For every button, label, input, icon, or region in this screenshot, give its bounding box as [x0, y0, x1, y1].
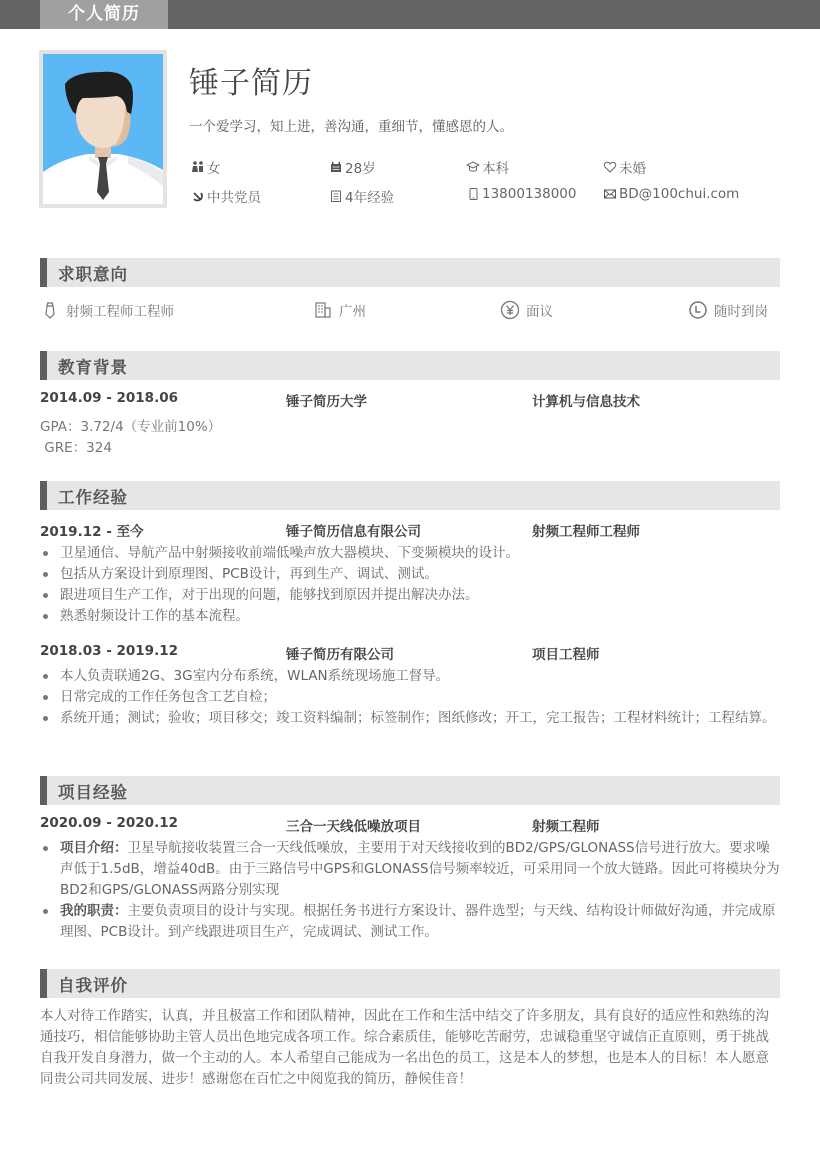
mail-icon	[603, 187, 617, 201]
party-icon	[191, 189, 205, 203]
clipboard-icon	[329, 189, 343, 203]
intent-salary: 面议	[500, 300, 553, 320]
education-gpa: GPA：3.72/4（专业前10%）	[40, 419, 222, 435]
bullet-label: 项目介绍：	[60, 840, 128, 856]
gender-icon	[191, 160, 205, 174]
work-1-bullets	[40, 543, 780, 627]
education-major: 计算机与信息技术	[532, 394, 640, 410]
section-header-work: 工作经验	[40, 481, 780, 510]
clock-icon	[688, 300, 708, 320]
motto: 一个爱学习，知上进，善沟通，重细节，懂感恩的人。	[189, 119, 513, 135]
list-item: 项目介绍：卫星导航接收装置三合一天线低噪放，主要用于对天线接收到的BD2/GPS/GLONASS信号进行放大。要求噪声低于1.5dB，增益40dB。由于三路信号中GPS和GLONASS信号频率较近，可采用同一个放大链路。因此可将模块分为BD2和GPS/GLONASS两路分别实现	[40, 838, 780, 901]
work-2-bullets	[40, 666, 780, 729]
tie-icon	[40, 300, 60, 320]
heart-icon	[603, 160, 617, 174]
project-name: 三合一天线低噪放项目	[286, 819, 421, 835]
info-age: 28岁	[329, 157, 376, 177]
project-role: 射频工程师	[532, 819, 600, 835]
intent-location: 广州	[313, 300, 366, 320]
work-1-company: 锤子简历信息有限公司	[286, 524, 421, 540]
info-gender: 女	[191, 157, 221, 177]
intent-position: 射频工程师工程师	[40, 300, 174, 320]
bullet-label: 我的职责：	[60, 903, 128, 919]
info-education: 本科	[466, 157, 509, 177]
list-item: 日常完成的工作任务包含工艺自检；	[40, 687, 780, 708]
section-header-project: 项目经验	[40, 776, 780, 805]
education-gre: GRE：324	[40, 440, 112, 456]
work-2-role: 项目工程师	[532, 647, 600, 663]
section-header-intent: 求职意向	[40, 258, 780, 287]
intent-availability: 随时到岗	[688, 300, 768, 320]
work-1-role: 射频工程师工程师	[532, 524, 640, 540]
self-evaluation-text: 本人对待工作踏实，认真，并且极富工作和团队精神，因此在工作和生活中结交了许多朋友，具有良好的适应性和熟练的沟通技巧，相信能够协助主管人员出色地完成各项工作。综合素质佳，能够吃苦耐劳，忠诚稳重坚守诚信正直原则，勇于挑战自我开发自身潜力，做一个主动的人。本人希望自己能成为一名出色的员工，这是本人的梦想，也是本人的目标！本人愿意同贵公司共同发展、进步！感谢您在百忙之中阅览我的简历，静候佳音！	[40, 1008, 769, 1087]
info-experience: 4年经验	[329, 186, 394, 206]
building-icon	[313, 300, 333, 320]
section-header-education: 教育背景	[40, 351, 780, 380]
info-political: 中共党员	[191, 186, 261, 206]
info-email: BD@100chui.com	[603, 186, 739, 202]
list-item: 我的职责：主要负责项目的设计与实现。根据任务书进行方案设计、器件选型；与天线、结构设计师做好沟通，并完成原理图、PCB设计。到产线跟进项目生产，完成调试、测试工作。	[40, 901, 780, 943]
list-item: 跟进项目生产工作，对于出现的问题，能够找到原因并提出解决办法。	[40, 585, 780, 606]
section-header-self-eval: 自我评价	[40, 969, 780, 998]
list-item: 系统开通；测试；验收；项目移交；竣工资料编制；标签制作；图纸修改；开工，完工报告；工程材料统计；工程结算。	[40, 708, 780, 729]
info-marital: 未婚	[603, 157, 646, 177]
education-period: 2014.09 - 2018.06	[40, 390, 178, 406]
top-bar	[0, 0, 820, 29]
graduation-cap-icon	[466, 160, 480, 174]
education-school: 锤子简历大学	[286, 394, 367, 410]
yen-icon	[500, 300, 520, 320]
list-item: 熟悉射频设计工作的基本流程。	[40, 606, 780, 627]
work-2-period: 2018.03 - 2019.12	[40, 643, 178, 659]
list-item: 本人负责联通2G、3G室内分布系统，WLAN系统现场施工督导。	[40, 666, 780, 687]
avatar	[39, 50, 167, 208]
calendar-icon	[329, 160, 343, 174]
project-period: 2020.09 - 2020.12	[40, 815, 178, 831]
project-bullets	[40, 838, 780, 943]
avatar-illustration-icon	[43, 54, 163, 204]
resume-tab: 个人简历	[40, 0, 168, 29]
info-phone: 13800138000	[466, 186, 576, 202]
candidate-name: 锤子简历	[189, 66, 313, 101]
list-item: 包括从方案设计到原理图、PCB设计，再到生产、调试、测试。	[40, 564, 780, 585]
list-item: 卫星通信、导航产品中射频接收前端低噪声放大器模块、下变频模块的设计。	[40, 543, 780, 564]
work-1-period: 2019.12 - 至今	[40, 524, 144, 540]
work-2-company: 锤子简历有限公司	[286, 647, 394, 663]
phone-icon	[466, 187, 480, 201]
